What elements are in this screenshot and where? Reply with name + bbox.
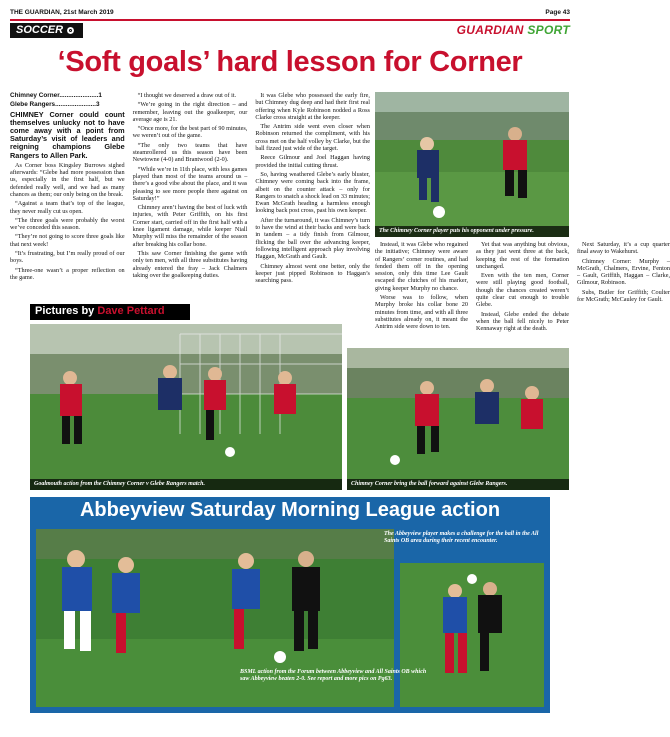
article-paragraph: “Three-one wasn’t a proper reflection on the game.	[10, 266, 125, 281]
page-number: Page 43	[545, 8, 570, 16]
photo-bring-forward	[347, 348, 569, 490]
league-title: Abbeyview Saturday Morning League action	[79, 499, 501, 521]
article-paragraph: “It’s frustrating, but I’m really proud of our boys.	[10, 250, 125, 265]
guardian-sport-logo	[457, 23, 570, 37]
photo-pressure-image	[375, 92, 569, 237]
byline-name: Dave Pettard	[97, 305, 165, 317]
article-paragraph: Even with the ten men, Corner were still playing good football, though the chances created weren’t quite clear cut enough to trouble Glebe.	[476, 272, 569, 309]
match-report	[10, 92, 370, 300]
soccer-section-tag	[10, 23, 83, 38]
article-paragraph: Reece Gilmour and Joel Haggan having provided the initial cutting thrust.	[255, 154, 370, 169]
page-header	[10, 6, 570, 18]
article-paragraph: Chimney aren’t having the best of luck with injuries, with Peter Griffith, on his first Corner start, carried off in the first half with a knee ligament damage, while keeper Niall Murphy will miss the remainder of the season after breaking his collar bone.	[132, 204, 248, 248]
score-line-home: Chimney Corner......................1	[10, 92, 102, 99]
league-section	[30, 497, 550, 713]
article-paragraph: “The only two teams that have steamrollered us this season have been Newtowne (4-0) and Brantwood (2-0).	[132, 141, 248, 164]
photo-bring-forward-caption: Chimney Corner bring the ball forward against Glebe Rangers.	[347, 479, 569, 490]
article-paragraph: As Corner boss Kingsley Burrows sighed afterwards: “Glebe had more possession than us, especially in the first half, but we defended really well, and we had as many chances as them; our only being on the break.	[10, 161, 125, 198]
article-paragraph: Subs, Butler for Griffith; Coulter for McGrath; McCauley for Gault.	[577, 288, 670, 304]
photo-goalmouth	[30, 324, 342, 490]
football-icon	[66, 26, 75, 35]
score-line-away: Glebe Rangers.......................3	[10, 101, 100, 109]
brand-sport: SPORT	[527, 23, 570, 37]
article-paragraph: Worse was to follow, when Murphy broke his collar bone 20 minutes from time, and with all three substitutes already on, it meant the Antrim side were down to ten.	[375, 294, 468, 331]
article-intro: CHIMNEY Corner could count themselves unlucky not to have come away with a point from Saturday’s visit of leaders and reigning champions Glebe Rangers to Allen Park.	[10, 109, 125, 160]
article-paragraph: “I thought we deserved a draw out of it.	[137, 92, 237, 99]
byline-prefix: Pictures by	[35, 305, 95, 317]
article-paragraph: “While we’re in 11th place, with less games played than most of the teams around us – there’s a good vibe about the place, and it was pleasing to see more people there against on Saturday!”	[132, 165, 248, 202]
article-paragraph: “Once more, for the best part of 90 minutes, we weren’t out of the game.	[132, 125, 248, 140]
headline: ‘Soft goals’ hard lesson for Corner	[57, 46, 523, 78]
article-paragraph: Chimney Corner: Murphy – McGrath, Chalmers, Ervine, Fenton – Gault, Griffith, Haggan – Clarke, Gilmour, Robinson.	[577, 257, 670, 287]
photo-pressure-caption: The Chimney Corner player puts his opponent under pressure.	[375, 226, 569, 237]
article-paragraph: After the turnaround, it was Chimney’s turn to have the wind at their backs and were back in tandem – a tidy finish from Gilmour, flicking the ball over the advancing keeper, following intelligent approach play involving Haggan, McGrath and Gault.	[255, 216, 370, 261]
article-paragraph: “We’re going in the right direction – and remember, leaving out the goalkeeper, our average age is 21.	[132, 101, 248, 123]
article-paragraph: Instead, it was Glebe who regained the initiative; Chimney were aware of Rangers’ corner routines, and had fended them off in the opening session, only this time Lee Gault escaped the clutches of his marker, giving keeper Murphy no chance.	[375, 241, 468, 292]
article-paragraph: It was Glebe who possessed the early fire, but Chimney dug deep and had their first real offering when Kyle Robinson nodded a Ross Clarke cross straight at the keeper.	[255, 92, 370, 121]
photo-byline	[30, 304, 190, 320]
photo-bring-forward-image	[347, 348, 569, 490]
section-tag-label: SOCCER	[16, 24, 64, 36]
article-paragraph: So, having weathered Glebe’s early bluster, Chimney were coming back into the frame, albeit on the counter attack – only for Rangers to snatch a shock lead on 33 minutes; Ewan McGrath heading a harmless enough looking back post cross, past his own keeper.	[255, 170, 370, 215]
article-paragraph: Next Saturday, it’s a cup quarter final away to Wakehurst.	[577, 241, 670, 256]
article-paragraph: Instead, Glebe ended the debate when the ball fell nicely to Peter Kennaway right at the death.	[476, 310, 569, 333]
article-paragraph: This saw Corner finishing the game with only ten men, with all three substitutes having already entered the fray – Jack Chalmers taking over the goalkeeping duties.	[132, 249, 248, 279]
brand-main: GUARDIAN	[456, 23, 524, 37]
match-report-continued	[375, 241, 670, 345]
article-paragraph: “The three goals were probably the worst we’ve conceded this season.	[10, 216, 125, 232]
section-row	[10, 22, 570, 38]
photo-pressure	[375, 92, 569, 237]
photo-goalmouth-image	[30, 324, 342, 490]
article-paragraph: “Against a team that’s top of the league, they never really cut us open.	[10, 200, 125, 215]
article-paragraph: The Antrim side went even closer when Robinson returned the compliment, with his cross met on the half volley by Clarke, but the ball fizzed just wide of the target.	[255, 123, 370, 153]
league-photo-caption-left: BSML action from the Forum between Abbeyview and All Saints OB which saw Abbeyview beaten 2-0. See report and more pics on Pg63.	[240, 669, 427, 682]
publication-date: THE GUARDIAN, 21st March 2019	[10, 8, 114, 16]
header-rule	[10, 19, 570, 21]
photo-goalmouth-caption: Goalmouth action from the Chimney Corner v Glebe Rangers match.	[30, 479, 342, 490]
article-paragraph: Yet that was anything but obvious, as they just went three at the back, keeping the rest of the formation unchanged.	[476, 241, 569, 270]
league-photo-caption-right: The Abbeyview player makes a challenge for the ball in the All Saints OB area during their recent encounter.	[384, 531, 539, 544]
article-paragraph: Chimney almost went one better, only the keeper just pipped Robinson to Haggan’s searching pass.	[255, 262, 370, 285]
article-paragraph: “They’re not going to score three goals like that next week!	[10, 233, 125, 248]
